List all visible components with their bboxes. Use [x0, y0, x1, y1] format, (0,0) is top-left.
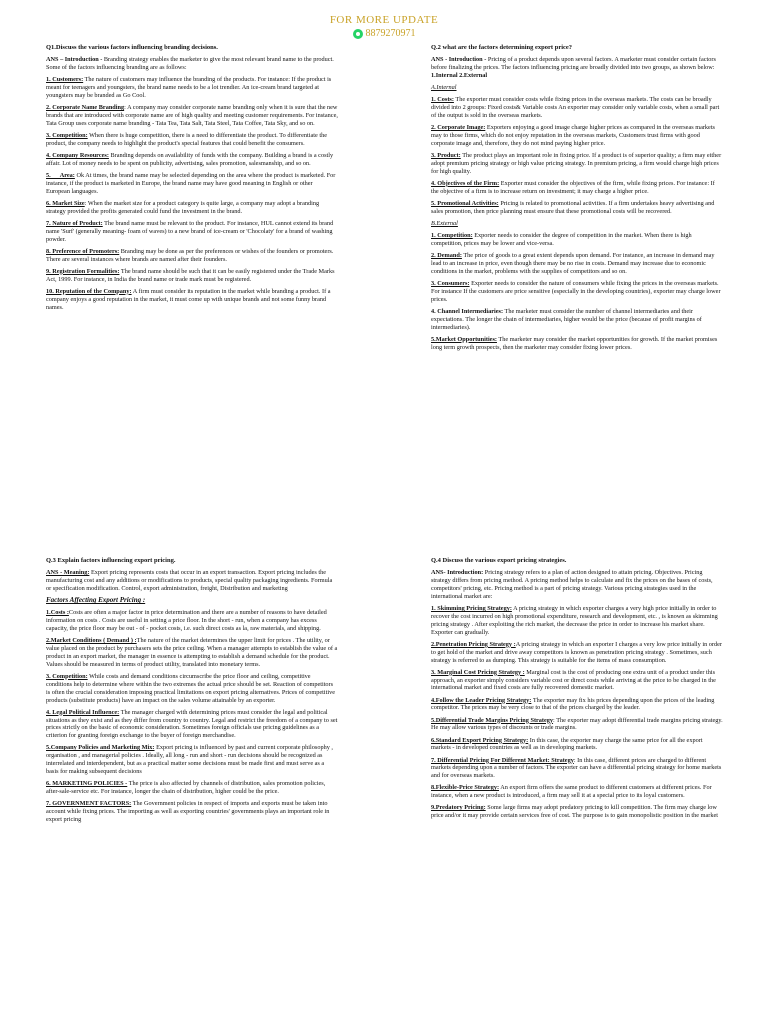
list-item: 2.Penetration Pricing Strategy :A pricing strategy in which an exporter I charges a very low price initially in order to get hold of the market and drive away competitors is known as penetration pricing strategy . Sometimes, such strategy is referred to as dumping. This strategy is suitable for the items of mass consumption.	[431, 640, 722, 664]
list-item: 4. Legal Political Influence: The manager charged with determining prices must consider the legal and political situations as they exist and as they differ from country to country. Legal and restrict the freedom of a company to set prices strictly on the basic of economic consideration. Sometimes foreign officials use pricing guidelines as a criterion for granting foreign exchange to the buyer of foreign merchandise.	[46, 708, 338, 740]
list-item: 4. Channel Intermediaries: The marketer must consider the number of channel intermediaries and their expectations. The longer the chain of intermediaries, higher would be the price (because of profit margins of intermediaries).	[431, 307, 702, 331]
question-2-intro: ANS - Introduction - Pricing of a product depends upon several factors. A marketer must consider certain factors before finalizing the prices. The factors influencing pricing are broadly divided into two groups, as shown below: 1.Internal 2.External	[431, 56, 716, 79]
question-3-title: Q.3 Explain factors influencing export pricing.	[46, 557, 176, 564]
list-item: 4. Company Resources: Branding depends on availability of funds with the company. Building a brand is a costly affair. Lot of money needs to be spent on publicity, advertising, sales promotion, salesmanship, and so on.	[46, 151, 334, 167]
list-item: 2.Market Conditions ( Demand ) :The nature of the market determines the upper limit for prices . The utility, or value placed on the product by purchasers sets the price ceiling. When a manager attempts to establish the value of a product in an export market, the manager in essence is attempting to establish a demand schedule for the product. Values should be measured in terms of product utility, translated into monetary terms.	[46, 637, 338, 668]
list-item: 7. GOVERNMENT FACTORS: The Government policies in respect of imports and exports must be taken into account while fixing prices. The importing as well as exporting countries' governments plays an important role in export pricing	[46, 800, 330, 824]
list-item: 9.Predatory Pricing: Some large firms may adopt predatory pricing to kill competition. The firm may charge low price and/or it may provide certain services free of cost. The purpose is to gain monopolistic position in the market	[431, 804, 718, 820]
list-item: 1. Competition: Exporter needs to consider the degree of competition in the market. When there is high competition, prices may be lower and vice-versa.	[431, 231, 692, 247]
list-item: 6. Market Size: When the market size for a product category is quite large, a company may adopt a branding strategy provided the profits generated could fund the investment in the brand.	[46, 199, 320, 215]
list-item: 3. Marginal Cost Pricing Strategy : Marginal cost is the cost of producing one extra unit of a product under this approach, an exporter simply considers variable cost or direct costs while arriving at the price to be charged in the international market and fixed costs are fully recovered domestic market.	[431, 668, 716, 692]
question-1-intro: ANS – Introduction - Branding strategy enables the marketer to give the most relevant brand name to the product. Some of the factors influencing branding are as follows:	[46, 56, 334, 71]
question-1-section	[46, 44, 338, 316]
list-item: 4. Objectives of the Firm: Exporter must consider the objectives of the firm, while fixing prices. For instance: If the objective of a firm is to increase return on investment; it may charge a higher price.	[431, 179, 715, 195]
list-item: 5.Company Policies and Marketing Mix: Export pricing is influenced by past and current corporate philosophy , organisation , and managerial policies . Ideally, all long - run and short - run decisions should be recognized as interrelated and interdependent, but as a practical matter some decisions must be made first and must serve as a basis for making subsequent decisions	[46, 744, 333, 776]
phone-number: 8879270971	[365, 28, 416, 39]
internal-factors-heading: A.Internal	[431, 84, 457, 91]
question-2-title: Q.2 what are the factors determining export price?	[431, 44, 573, 51]
list-item: 3. Competition: While costs and demand conditions circumscribe the price floor and ceiling, competitive conditions help to determine where within the two extremes the actual price should be set. Reaction of competitors is often the crucial consideration imposing practical limitations on export pricing alternatives. Prices of competitive products (substitute products) have an impact on the sales volume attainable by an exporter.	[46, 672, 335, 704]
list-item: 5. Promotional Activities: Pricing is related to promotional activities. If a firm undertakes heavy advertising and sales promotion, then price planning must ensure that these promotional costs will be recovered.	[431, 199, 715, 215]
list-item: 2. Corporate Image: Exporters enjoying a good image charge higher prices as compared in the overseas markets may to those firms, which do not enjoy reputation in the overseas markets, Customers trust firms with good corporate image and, therefore, they do not mind paying higher price.	[431, 124, 715, 147]
update-banner: FOR MORE UPDATE	[329, 14, 439, 26]
list-item: 9. Registration Formalities: The brand name should be such that it can be easily registered under the Trade Marks Act, 1999. For instance, in India the brand name or trade mark must be registered.	[46, 267, 335, 283]
list-item: 6.Standard Export Pricing Strategy: In this case, the exporter may charge the same price for all the export markets - in developed countries as well as in developing markets.	[431, 736, 703, 752]
list-item: 5.Market Opportunities: The marketer may consider the market opportunities for growth. If the market promises long term growth prospects, then the marketer may consider fixing lower prices.	[431, 335, 718, 351]
list-item: 7. Differential Pricing For Different Market: Strategy: In this case, different prices are charged to different markets depending upon a number of factors. The exporter can have a differential pricing strategy for home markets and for overseas markets.	[431, 756, 722, 780]
external-factors-heading: B.External	[431, 219, 458, 227]
list-item: 1. Customers: The nature of customers may influence the branding of the products. For instance: If the product is meant for teenagers and youngsters, the brand name needs to be a lot trendier. An ice-cream brand targeted at youngsters may be branded as Go Cool.	[46, 76, 332, 99]
question-3-intro: ANS - Meaning: Export pricing represents costs that occur in an export transaction. Export pricing includes the manufacturing cost and any additions or modifications to products, special quality packaging ingredients. Formula or specification modification. Control, export administration, freight, Distribution and marketing	[46, 569, 333, 592]
question-4-intro: ANS- Introduction: Pricing strategy refers to a plan of action designed to attain pricing. Objectives. Pricing strategy differs from pricing method. A pricing method helps to calculate and fix the prices on the bases of costs, competitors' pricing, etc. Pricing method is a part of pricing strategy. Various pricing strategies used in the international market are:	[431, 569, 713, 600]
list-item: 8. Preference of Promoters: Branding may be done as per the preferences or wishes of the founders or promoters. There are several instances where brands are named after their founders.	[46, 247, 334, 263]
list-item: 7. Nature of Product: The brand name must be relevant to the product. For instance, HUL cannot extend its brand name 'Surf' (generally meaning- foam of waves) to a new brand of ice-cream or 'Chocolaty' for a brand of washing powder.	[46, 219, 334, 243]
list-item: 8.Flexible-Price Strategy: An export firm offers the same product to different customers at different prices. For instance, when a new product is introduced, a firm may sell it at a special price to its loyal customers.	[431, 784, 712, 800]
list-item: 3. Product: The product plays an important role in fixing price. If a product is of superior quality; a firm may either adopt premium pricing strategy or high value pricing strategy. In premium pricing, a firm would charge high prices for high quality.	[431, 151, 722, 175]
list-item: 2. Demand: The price of goods to a great extent depends upon demand. For instance, an increase in demand may lead to an increase in price, even though there may be no rise in costs. Demand may increase due to economic conditions in the market, problems with the supplies of competitors and so on.	[431, 251, 715, 275]
question-4-title: Q.4 Discuss the various export pricing strategies.	[431, 557, 567, 564]
whatsapp-icon	[353, 29, 363, 39]
list-item: 1.Costs :Costs are often a major factor in price determination and there are a number of reasons to have detailed information on costs . Costs are useful in setting a price floor. In the short - run, when a company has excess capacity, the price floor may be out - of - pocket costs, i.e. such direct costs as la, raw materials, and shipping.	[46, 609, 327, 632]
question-4-section	[431, 557, 723, 824]
page-header	[0, 14, 768, 44]
question-1-title: Q1.Discuss the various factors influencing branding decisions.	[46, 44, 218, 51]
list-item: 4.Follow the Leader Pricing Strategy: The exporter may fix his prices depending upon the prices of the leading competitor. The prices may be very close to that of the prices charged by the leader.	[431, 696, 715, 712]
list-item: 3. Consumers: Exporter needs to consider the nature of consumers while fixing the prices in the overseas markets. For instance If the customers are price sensitive (especially in the developing countries), exporter may charge lower prices.	[431, 279, 721, 303]
list-item: 5. Area: Ok At times, the brand name may be selected depending on the area where the product is marketed. For instance, if the product is marketed in Europe, the brand name may have good meaning in English or other European languages.	[46, 171, 336, 195]
list-item: 1. Costs: The exporter must consider costs while fixing prices in the overseas markets. The costs can be broadly divided into 2 groups: Fixed costs& Variable costs An exporter may consider only variable costs, when a small part of the output is sold in the overseas markets.	[431, 96, 720, 119]
list-item: 5.Differential Trade Margins Pricing Strategy: The exporter may adopt differential trade margins pricing strategy. He may allow various types of discounts or trade margins.	[431, 716, 723, 732]
question-3-section	[46, 557, 338, 828]
list-item: 3. Competition: When there is huge competition, there is a need to differentiate the product. To differentiate the product, the company needs to highlight the product's special features that could benefit the consumers.	[46, 131, 327, 147]
list-item: 2. Corporate Name Branding: A company may consider corporate name branding only when it is sure that the new brands that are introduced with corporate name are of high quality and meeting customer requirements. For instance, Tata Group uses corporate name branding - Tata Tea, Tata Salt, Tata Steel, Tata Coffee, Tata Sky, and so on.	[46, 104, 338, 127]
list-item: 10. Reputation of the Company: A firm must consider its reputation in the market while branding a product. If a company enjoys a good reputation in the market, it must come up with unique brands and not some funny brand names.	[46, 287, 331, 311]
contact-line	[353, 28, 416, 40]
question-2-section	[431, 44, 723, 356]
list-item: 6. MARKETING POLICIES - The price is also affected by channels of distribution, sales promotion policies, after-sale-service etc. For instance, longer the chain of distribution, higher could be the price.	[46, 780, 326, 796]
factors-heading: Factors Affecting Export Pricing :	[46, 596, 146, 604]
list-item: 1. Skimming Pricing Strategy: A pricing strategy in which exporter charges a very high price initially in order to recover the cost incurred on high promotional expenditure, research and development, etc. , is known as skimming pricing strategy . After exploiting the rich market, the decrease the price in order to increase his market share. Exporter can gradually.	[431, 604, 718, 636]
